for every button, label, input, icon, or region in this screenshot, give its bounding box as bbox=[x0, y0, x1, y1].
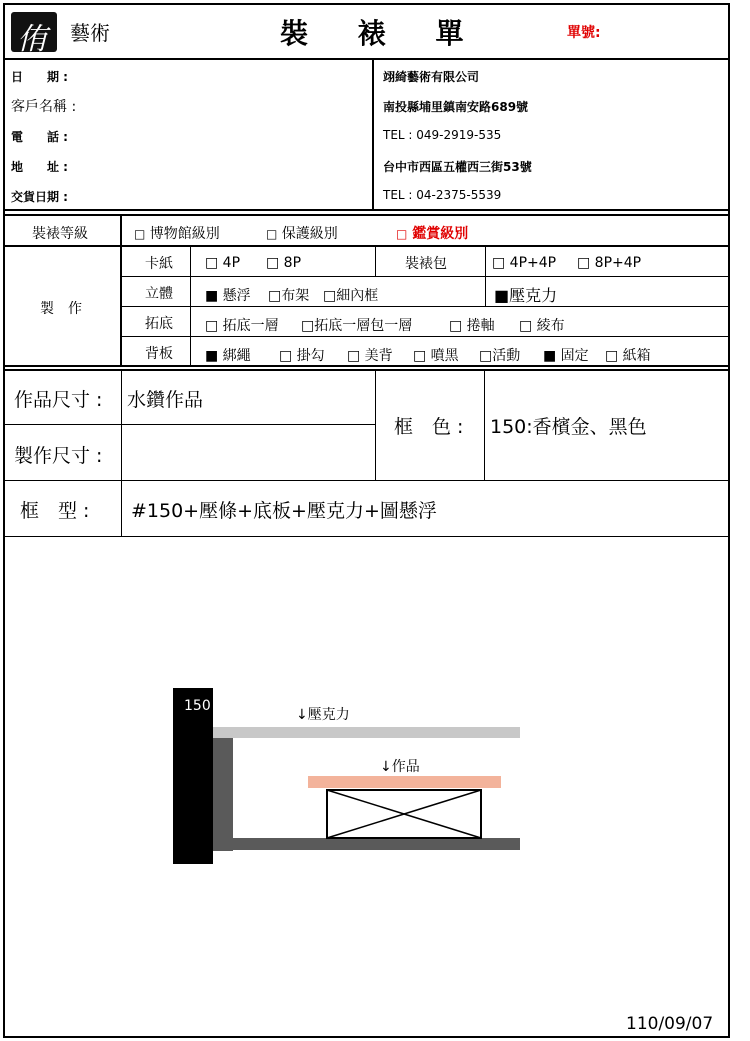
rubbing-option-one-layer[interactable]: □ 拓底一層 bbox=[205, 318, 279, 334]
artwork-cover bbox=[308, 776, 501, 788]
company-name: 翊綺藝術有限公司 bbox=[383, 70, 480, 84]
rubbing-label: 拓底 bbox=[145, 316, 173, 332]
grade-option-protect[interactable]: □ 保護級別 bbox=[266, 226, 338, 242]
order-number-label: 單號: bbox=[567, 25, 601, 41]
card-label: 卡紙 bbox=[145, 256, 173, 272]
mount-option-8p4p[interactable]: □ 8P+4P bbox=[577, 255, 642, 271]
rubbing-option-silk[interactable]: □ 綾布 bbox=[519, 318, 565, 334]
back-option-hook[interactable]: □ 掛勾 bbox=[279, 348, 325, 364]
solid-option-inner-frame[interactable]: □細內框 bbox=[323, 288, 379, 304]
solid-option-cloth-frame[interactable]: □布架 bbox=[268, 288, 310, 304]
frame-color-label: 框 色 : bbox=[394, 416, 464, 438]
frame-profile-block bbox=[173, 688, 213, 864]
back-option-fixed[interactable]: ■ 固定 bbox=[543, 348, 589, 364]
back-option-rope[interactable]: ■ 綁繩 bbox=[205, 348, 251, 364]
brand-name: 藝術 bbox=[70, 21, 110, 45]
acrylic-label: ↓壓克力 bbox=[296, 707, 350, 723]
solid-option-acrylic[interactable]: ■壓克力 bbox=[494, 286, 558, 305]
solid-option-float[interactable]: ■ 懸浮 bbox=[205, 288, 251, 304]
customer-label: 客戶名稱 : bbox=[11, 99, 77, 115]
grade-option-appreciation[interactable]: □ 鑑賞級別 bbox=[396, 226, 469, 242]
back-label: 背板 bbox=[145, 346, 173, 362]
logo-mark: 侑 bbox=[17, 22, 47, 57]
back-option-beautify[interactable]: □ 美背 bbox=[347, 348, 393, 364]
frame-type-value[interactable]: #150+壓條+底板+壓克力+圖懸浮 bbox=[131, 500, 437, 522]
company-address-2: 台中市西區五權西三街53號 bbox=[383, 160, 532, 174]
rubbing-option-wrap[interactable]: □拓底一層包一層 bbox=[301, 318, 413, 334]
production-label: 製 作 bbox=[40, 301, 82, 317]
grade-option-museum[interactable]: □ 博物館級別 bbox=[134, 226, 220, 242]
frame-side-wall bbox=[213, 737, 233, 851]
frame-color-value[interactable]: 150:香檳金、黑色 bbox=[490, 416, 647, 438]
phone-label: 電 話 : bbox=[11, 130, 68, 144]
mount-label: 裝裱包 bbox=[405, 256, 447, 272]
solid-label: 立體 bbox=[145, 286, 173, 302]
grade-label: 裝裱等級 bbox=[32, 226, 88, 242]
company-tel-1: TEL : 049-2919-535 bbox=[383, 128, 502, 142]
frame-code-label: 150 bbox=[184, 698, 211, 714]
company-tel-2: TEL : 04-2375-5539 bbox=[383, 188, 502, 202]
back-option-carton[interactable]: □ 紙箱 bbox=[605, 348, 651, 364]
frame-type-label: 框 型 : bbox=[20, 500, 90, 522]
frame-base bbox=[213, 838, 520, 850]
card-option-8p[interactable]: □ 8P bbox=[266, 255, 302, 271]
back-option-spray-black[interactable]: □ 噴黑 bbox=[413, 348, 459, 364]
footer-date: 110/09/07 bbox=[626, 1014, 714, 1034]
back-option-movable[interactable]: □活動 bbox=[479, 348, 521, 364]
artwork-label: ↓作品 bbox=[380, 759, 420, 775]
delivery-date-label: 交貨日期 : bbox=[11, 190, 68, 204]
page-title: 裝 裱 單 bbox=[280, 17, 464, 50]
acrylic-layer bbox=[213, 727, 520, 738]
company-address-1: 南投縣埔里鎮南安路689號 bbox=[383, 100, 529, 114]
make-size-label: 製作尺寸 : bbox=[14, 445, 103, 467]
artwork-box bbox=[326, 789, 482, 839]
mount-option-4p4p[interactable]: □ 4P+4P bbox=[492, 255, 557, 271]
work-size-label: 作品尺寸 : bbox=[14, 389, 103, 411]
frame-diagram bbox=[170, 686, 530, 866]
rubbing-option-scroll[interactable]: □ 捲軸 bbox=[449, 318, 495, 334]
logo bbox=[11, 12, 57, 57]
work-size-value[interactable]: 水鑽作品 bbox=[127, 389, 204, 411]
address-label: 地 址 : bbox=[11, 160, 68, 174]
card-option-4p[interactable]: □ 4P bbox=[205, 255, 241, 271]
date-label: 日 期 : bbox=[11, 70, 68, 84]
